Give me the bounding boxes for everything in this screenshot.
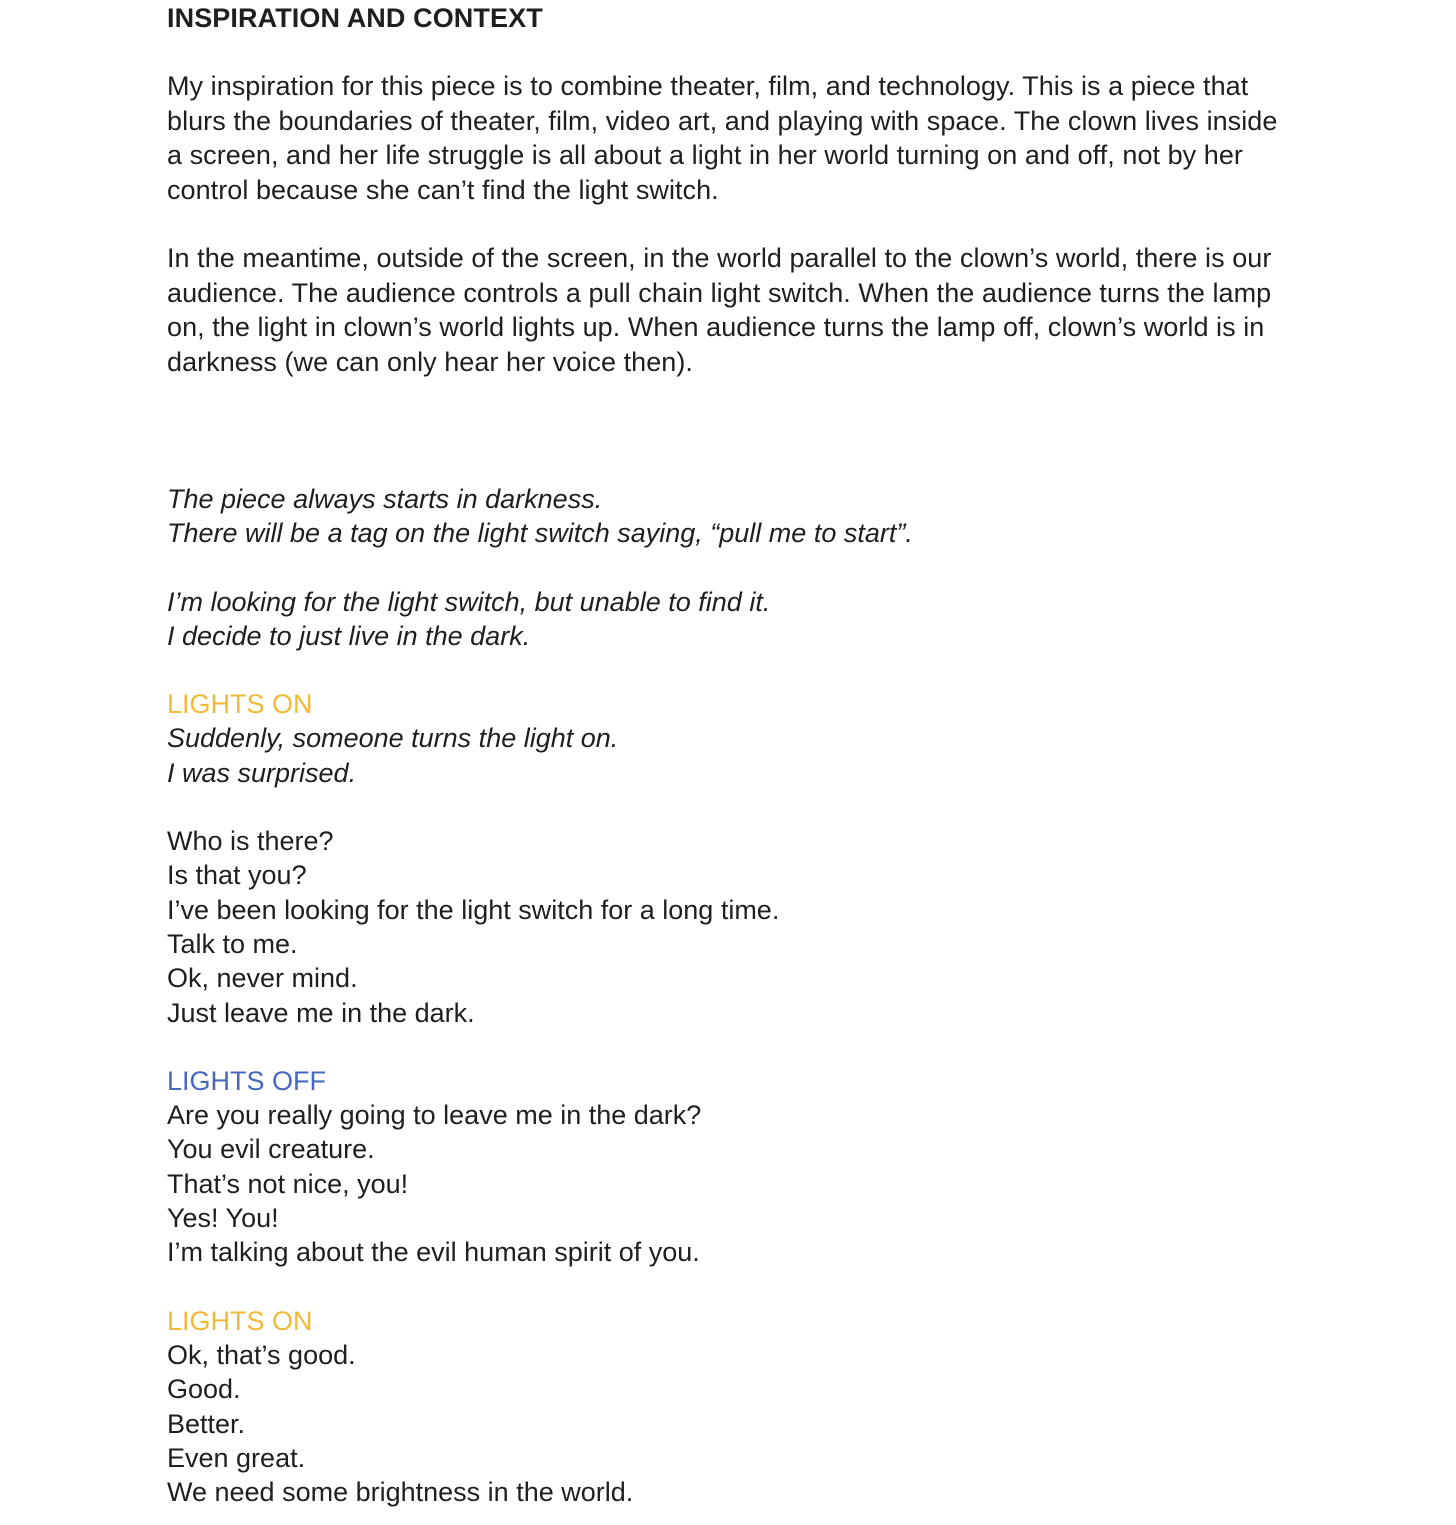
dialogue-line: Is that you? (167, 860, 307, 891)
spacer (167, 35, 1297, 69)
lights-on-cue: LIGHTS ON (167, 689, 313, 720)
stage-directions-dark (167, 585, 1297, 654)
document-page (167, 0, 1297, 1509)
dialogue-line: Ok, that’s good. (167, 1339, 356, 1370)
dialogue-block (167, 1338, 1297, 1509)
stage-direction-line: There will be a tag on the light switch saying, “pull me to start”. (167, 518, 913, 549)
dialogue-line: Yes! You! (167, 1203, 279, 1234)
stage-direction-line: I decide to just live in the dark. (167, 620, 531, 651)
spacer (167, 551, 1297, 585)
stage-direction-line: Suddenly, someone turns the light on. (167, 723, 619, 754)
dialogue-line: Better. (167, 1408, 246, 1439)
dialogue-line: Who is there? (167, 826, 334, 857)
dialogue-line: We need some brightness in the world. (167, 1477, 634, 1508)
dialogue-line: Are you really going to leave me in the dark? (167, 1100, 702, 1131)
stage-direction-line: I was surprised. (167, 757, 357, 788)
dialogue-block (167, 824, 1297, 1030)
dialogue-line: Talk to me. (167, 928, 298, 959)
dialogue-line: I’ve been looking for the light switch for a long time. (167, 894, 780, 925)
spacer (167, 653, 1297, 687)
cue-stage-directions (167, 721, 1297, 790)
paragraph-audience: In the meantime, outside of the screen, in the world parallel to the clown’s world, there is our audience. The audience controls a pull chain light switch. When the audience turns the lamp on, the light in clown’s world lights up. When audience turns the lamp off, clown’s world is in darkness (we can only hear her voice then). (167, 243, 1272, 377)
dialogue-line: Just leave me in the dark. (167, 997, 475, 1028)
stage-direction-line: I’m looking for the light switch, but unable to find it. (167, 586, 771, 617)
stage-direction-line: The piece always starts in darkness. (167, 484, 603, 514)
spacer (167, 379, 1297, 482)
spacer (167, 207, 1297, 241)
cue-lights-off (167, 1064, 1297, 1270)
section-heading: INSPIRATION AND CONTEXT (167, 3, 543, 33)
dialogue-line: That’s not nice, you! (167, 1168, 409, 1199)
spacer (167, 1270, 1297, 1304)
dialogue-line: Even great. (167, 1442, 306, 1473)
lights-off-cue: LIGHTS OFF (167, 1065, 327, 1096)
paragraph-inspiration: My inspiration for this piece is to combine theater, film, and technology. This is a piece that blurs the boundaries of theater, film, video art, and playing with space. The clown lives inside a screen, and her life struggle is all about a light in her world turning on and off, not by her control because she can’t find the light switch. (167, 71, 1278, 205)
dialogue-line: I’m talking about the evil human spirit of you. (167, 1237, 700, 1268)
cue-lights-on-1 (167, 687, 1297, 1030)
stage-directions-opening (167, 482, 1297, 551)
cue-lights-on-2 (167, 1304, 1297, 1510)
dialogue-line: You evil creature. (167, 1134, 375, 1165)
dialogue-block (167, 1098, 1297, 1269)
spacer (167, 790, 1297, 824)
lights-on-cue: LIGHTS ON (167, 1305, 313, 1336)
dialogue-line: Good. (167, 1374, 241, 1405)
dialogue-line: Ok, never mind. (167, 963, 358, 994)
spacer (167, 1030, 1297, 1064)
